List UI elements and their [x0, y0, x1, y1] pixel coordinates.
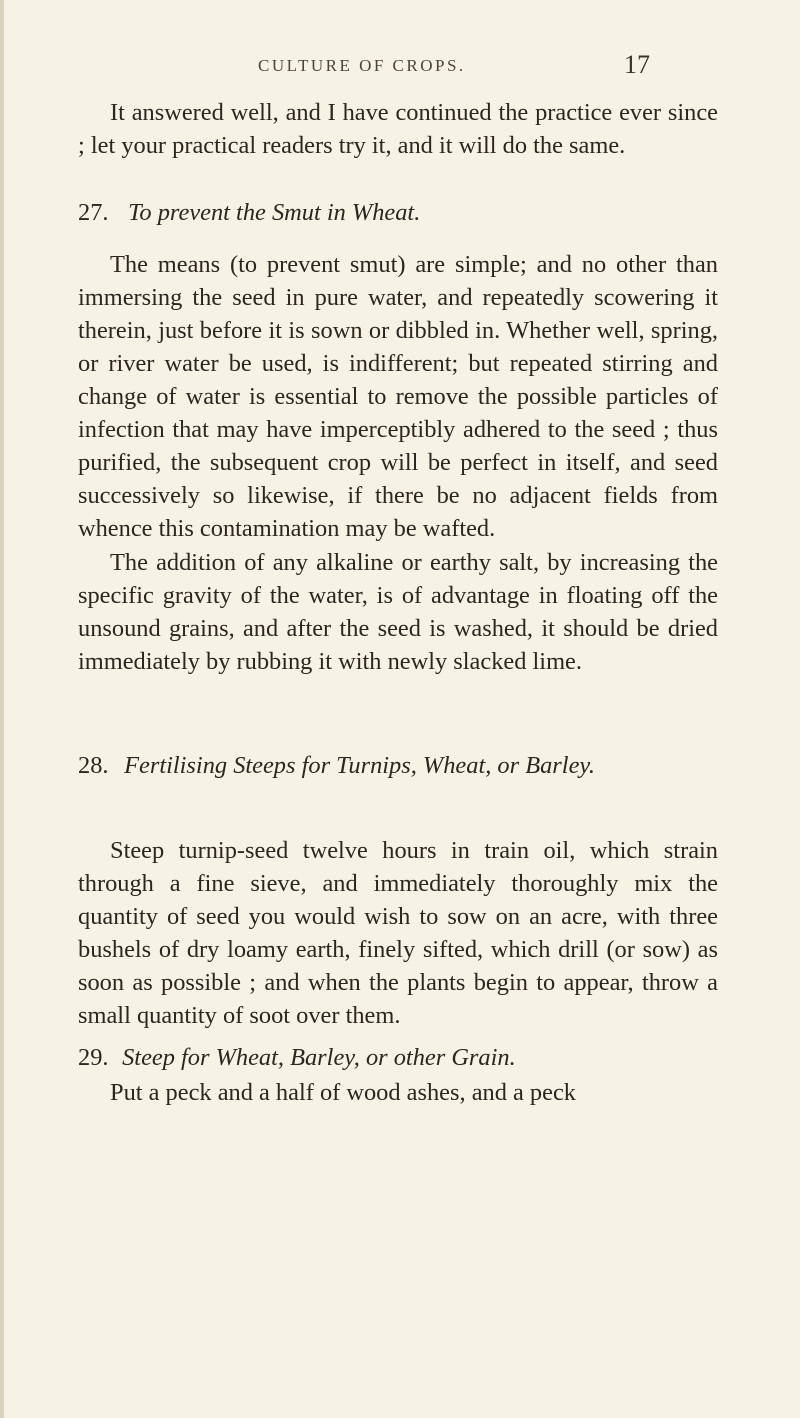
- section-title: To prevent the Smut in Wheat.: [128, 199, 421, 226]
- paragraph-turnip-steep: Steep turnip-seed twelve hours in train oil, which strain through a fine sieve, and immediately thoroughly mix the quantity of seed you would wish to sow on an acre, with three bushels of dry loamy earth, finely sifted, which drill (or sow) as soon as possible ; and when the plants begin to appear, throw a small quantity of soot over them.: [78, 837, 718, 1029]
- section-27-heading: [78, 196, 718, 229]
- paragraph-alkaline-salt: The addition of any alkaline or earthy salt, by increasing the specific gravity of the water, is of advantage in floating off the unsound grains, and after the seed is washed, it should be dried immediately by rubbing it with newly slacked lime.: [78, 549, 718, 675]
- page-number: 17: [624, 50, 650, 79]
- page-edge: [0, 0, 4, 1418]
- section-28-heading: [78, 749, 718, 782]
- section-29-heading: [78, 1041, 718, 1074]
- section-number: 27.: [78, 199, 109, 226]
- running-head: CULTURE OF CROPS.: [258, 56, 466, 75]
- section-number: 28.: [78, 752, 109, 779]
- paragraph-grain-steep: Put a peck and a half of wood ashes, and a peck: [110, 1079, 576, 1106]
- paragraph-continued: It answered well, and I have continued the practice ever since ; let your practical readers try it, and it will do the same.: [78, 99, 718, 159]
- section-title: Fertilising Steeps for Turnips, Wheat, or Barley.: [124, 752, 595, 779]
- section-number: 29.: [78, 1044, 109, 1071]
- page-header: [0, 48, 800, 88]
- paragraph-smut-means: The means (to prevent smut) are simple; and no other than immersing the seed in pure water, and repeatedly scowering it therein, just before it is sown or dibbled in. Whether well, spring, or river water be used, is indifferent; but repeated stirring and change of water is essential to remove the possible particles of infection that may have imperceptibly adhered to the seed ; thus purified, the subsequent crop will be perfect in itself, and seed successively so likewise, if there be no adjacent fields from whence this contamination may be wafted.: [78, 251, 718, 542]
- section-title: Steep for Wheat, Barley, or other Grain.: [122, 1044, 516, 1071]
